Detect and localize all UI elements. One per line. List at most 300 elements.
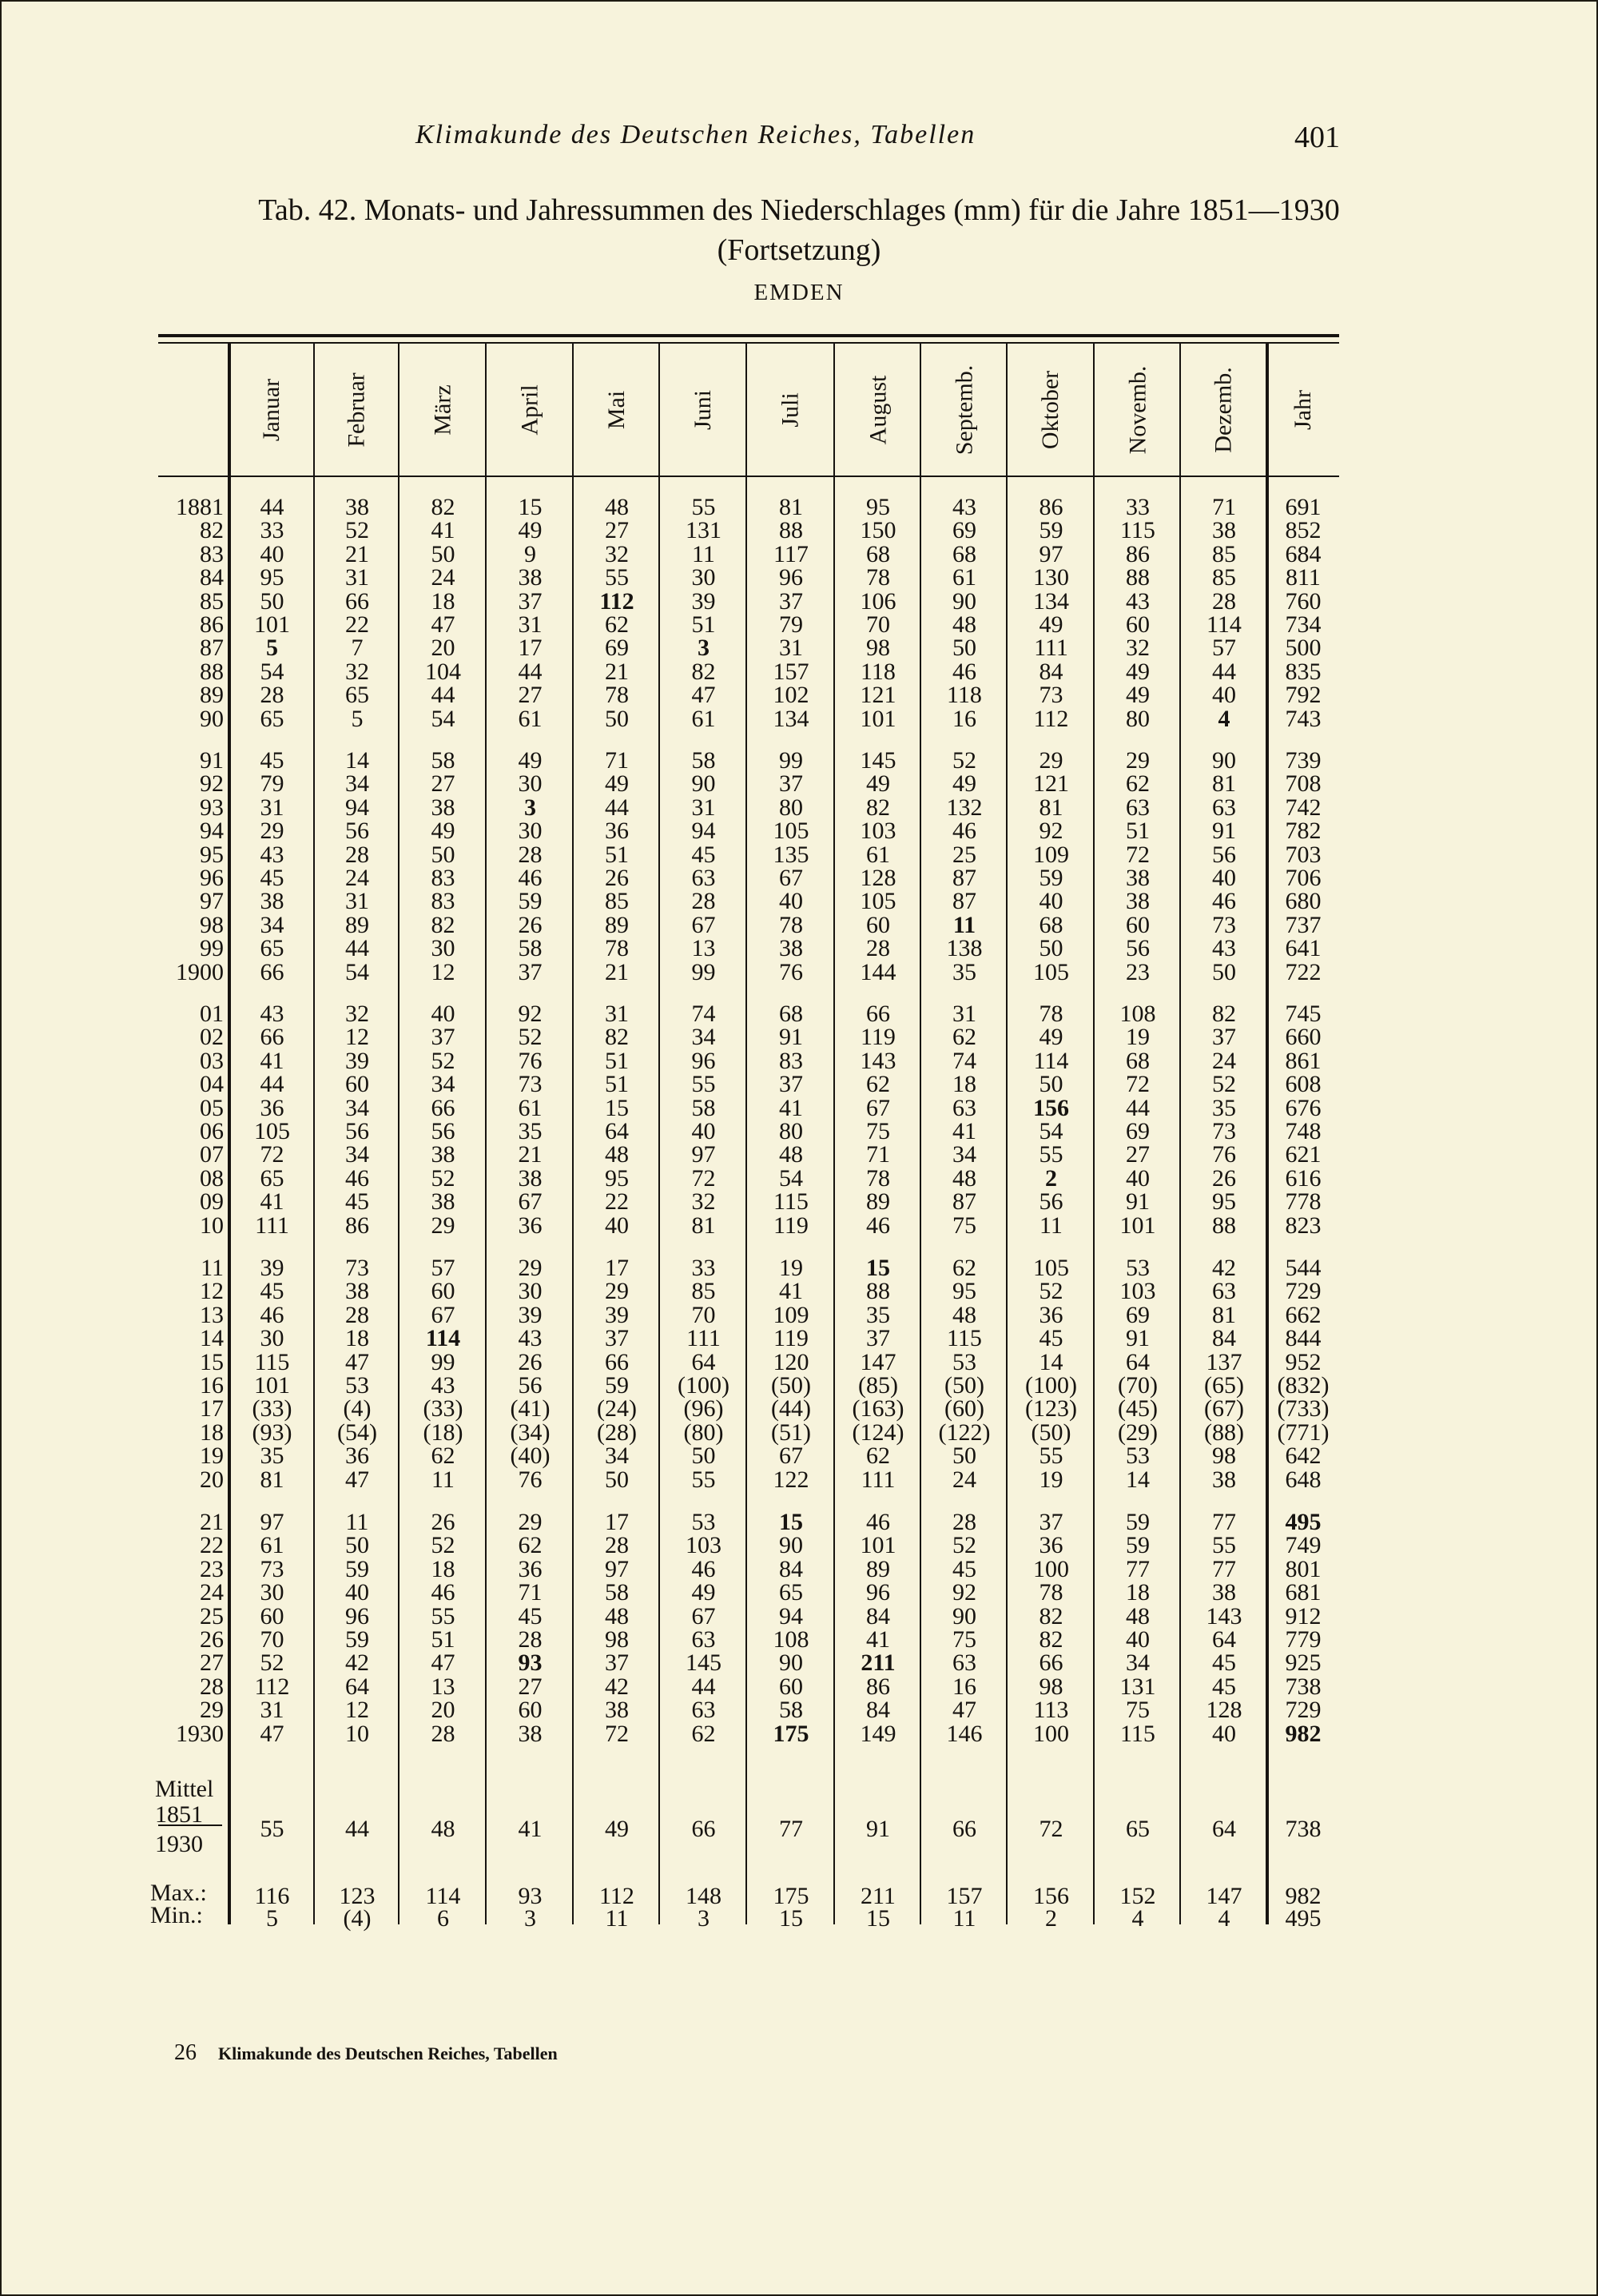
table-cell: 34 [260, 911, 284, 938]
table-cell: 500 [1285, 635, 1322, 662]
table-cell: 38 [605, 1697, 629, 1724]
table-cell: 43 [260, 841, 284, 868]
table-row [158, 1047, 1339, 1074]
table-cell: 95 [605, 1164, 629, 1192]
table-cell: 3 [698, 635, 710, 662]
table-cell: 6 [437, 1905, 449, 1932]
table-cell: 50 [260, 587, 284, 615]
table-cell: 2 [1045, 1164, 1057, 1192]
table-cell: 59 [1126, 1509, 1150, 1535]
table-cell: 38 [1126, 865, 1150, 891]
table-cell: 81 [1212, 770, 1236, 798]
table-cell: 5 [351, 705, 364, 732]
table-cell: 15 [779, 1905, 803, 1932]
column-header-label: Mai [602, 390, 630, 429]
table-cell: 57 [431, 1255, 455, 1281]
table-cell: 55 [1039, 1442, 1063, 1470]
table-cell: 708 [1285, 770, 1322, 798]
table-cell: 37 [518, 958, 543, 985]
table-cell: 87 [952, 888, 976, 915]
table-cell: 29 [431, 1212, 455, 1239]
table-cell: 734 [1285, 611, 1322, 638]
table-cell: 146 [946, 1720, 983, 1747]
table-cell: 62 [952, 1024, 976, 1051]
table-cell: 681 [1285, 1579, 1322, 1606]
column-header [1095, 344, 1181, 476]
table-cell: 80 [779, 794, 803, 821]
table-row [158, 682, 1339, 709]
table-cell: 21 [605, 958, 629, 985]
table-cell: 38 [1212, 517, 1236, 544]
footer-text: Klimakunde des Deutschen Reiches, Tabellen [218, 2043, 558, 2063]
table-cell: 15 [518, 494, 543, 520]
table-cell: 175 [773, 1720, 809, 1747]
table-cell: 39 [518, 1301, 543, 1328]
table-cell: 16 [952, 1673, 976, 1700]
table-row [158, 540, 1339, 567]
table-cell: 48 [605, 1141, 629, 1168]
table-title-line1: Tab. 42. Monats- und Jahressummen des Niederschlages (mm) für die Jahre 1851—1930 [258, 193, 1340, 227]
table-cell: 912 [1285, 1602, 1322, 1629]
table-cell: 56 [1212, 841, 1236, 868]
table-cell: 39 [260, 1255, 284, 1281]
table-cell: 103 [1119, 1278, 1156, 1305]
table-row [158, 747, 1339, 774]
table-cell: 30 [518, 1278, 543, 1305]
table-cell: 88 [1212, 1212, 1236, 1239]
table-cell: 90 [779, 1649, 803, 1677]
table-cell: 49 [605, 1816, 629, 1842]
table-cell: 73 [518, 1071, 543, 1098]
table-cell: 120 [773, 1348, 809, 1375]
table-cell: 92 [518, 1001, 543, 1027]
table-cell: (51) [771, 1419, 811, 1446]
table-cell: 3 [524, 1905, 536, 1932]
table-row [158, 1697, 1339, 1724]
table-cell: 55 [1212, 1532, 1236, 1559]
row-year: 89 [200, 682, 224, 709]
table-cell: 82 [1039, 1626, 1063, 1653]
table-cell: 98 [1039, 1673, 1063, 1700]
table-cell: (29) [1118, 1419, 1158, 1446]
table-cell: 40 [1126, 1626, 1150, 1653]
table-cell: 75 [1126, 1697, 1150, 1724]
table-title [0, 190, 1598, 270]
table-cell: 40 [431, 1001, 455, 1027]
table-row [158, 1816, 1339, 1842]
table-cell: 94 [691, 818, 716, 845]
table-cell: 150 [860, 517, 896, 544]
table-cell: 60 [345, 1071, 369, 1098]
table-cell: (50) [944, 1372, 984, 1399]
row-year: 04 [200, 1071, 224, 1098]
table-cell: 62 [605, 611, 629, 638]
row-year: 27 [200, 1649, 224, 1677]
table-cell: 40 [605, 1212, 629, 1239]
row-year: 12 [200, 1278, 224, 1305]
table-cell: 48 [779, 1141, 803, 1168]
table-cell: 69 [1126, 1301, 1150, 1328]
table-cell: 143 [860, 1047, 896, 1074]
table-cell: 52 [1039, 1278, 1063, 1305]
table-cell: (44) [771, 1395, 811, 1423]
table-cell: 61 [260, 1532, 284, 1559]
table-cell: 65 [345, 682, 369, 709]
table-cell: 121 [860, 682, 896, 709]
table-cell: 823 [1285, 1212, 1322, 1239]
table-cell: 38 [431, 794, 455, 821]
table-cell: 36 [518, 1212, 543, 1239]
row-year: 88 [200, 658, 224, 685]
table-cell: 38 [345, 1278, 369, 1305]
table-cell: 50 [431, 841, 455, 868]
table-cell: 50 [605, 705, 629, 732]
table-cell: 60 [1126, 911, 1150, 938]
table-cell: 76 [1212, 1141, 1236, 1168]
table-cell: 28 [260, 682, 284, 709]
table-cell: 18 [345, 1325, 369, 1352]
row-year: 93 [200, 794, 224, 821]
table-cell: 739 [1285, 747, 1322, 774]
table-cell: 88 [866, 1278, 890, 1305]
table-cell: 11 [605, 1905, 629, 1932]
row-year: 14 [200, 1325, 224, 1352]
table-cell: 53 [691, 1509, 716, 1535]
table-cell: 101 [860, 705, 896, 732]
table-cell: 66 [866, 1001, 890, 1027]
table-row [158, 564, 1339, 591]
row-year: 24 [200, 1579, 224, 1606]
column-header-label: Jahr [1289, 389, 1316, 430]
table-cell: (122) [938, 1419, 991, 1446]
table-cell: 88 [1126, 564, 1150, 591]
footer [174, 2040, 558, 2066]
table-cell: 73 [345, 1255, 369, 1281]
table-cell: 64 [1212, 1816, 1236, 1842]
table-cell: 15 [779, 1509, 803, 1535]
table-cell: 32 [345, 1001, 369, 1027]
row-year: 91 [200, 747, 224, 774]
table-cell: 175 [773, 1883, 809, 1909]
row-year: 06 [200, 1118, 224, 1144]
table-cell: (93) [252, 1419, 292, 1446]
table-cell: 77 [1212, 1509, 1236, 1535]
table-cell: 112 [254, 1673, 290, 1700]
table-cell: 121 [1033, 770, 1069, 798]
table-cell: 46 [518, 865, 543, 891]
table-cell: 34 [605, 1442, 629, 1470]
table-cell: 112 [599, 1883, 634, 1909]
table-row [158, 1626, 1339, 1653]
table-cell: 861 [1285, 1047, 1322, 1074]
table-cell: 108 [773, 1626, 809, 1653]
table-cell: 27 [518, 682, 543, 709]
table-cell: 44 [1212, 658, 1236, 685]
table-cell: 62 [431, 1442, 455, 1470]
table-cell: 33 [260, 517, 284, 544]
table-cell: 74 [691, 1001, 716, 1027]
table-cell: 19 [1126, 1024, 1150, 1051]
table-cell: 105 [1033, 1255, 1069, 1281]
table-cell: 115 [947, 1325, 982, 1352]
table-cell: 82 [1212, 1001, 1236, 1027]
table-cell: 156 [1033, 1094, 1069, 1121]
table-row [158, 1278, 1339, 1305]
table-cell: 40 [260, 540, 284, 567]
table-cell: 59 [518, 888, 543, 915]
table-cell: 59 [345, 1555, 369, 1582]
table-cell: 28 [345, 1301, 369, 1328]
table-cell: 104 [425, 658, 461, 685]
table-cell: 43 [952, 494, 976, 520]
table-cell: 91 [1212, 818, 1236, 845]
table-cell: 779 [1285, 1626, 1322, 1653]
table-cell: 69 [605, 635, 629, 662]
table-cell: 30 [518, 770, 543, 798]
row-year: 1900 [176, 958, 224, 985]
table-row [158, 1164, 1339, 1192]
table-cell: 117 [773, 540, 809, 567]
table-cell: 9 [524, 540, 536, 567]
table-cell: 47 [345, 1348, 369, 1375]
table-cell: 738 [1285, 1816, 1322, 1842]
row-year: 25 [200, 1602, 224, 1629]
table-cell: 23 [1126, 958, 1150, 985]
table-cell: 84 [866, 1602, 890, 1629]
table-cell: 55 [605, 564, 629, 591]
table-cell: 90 [779, 1532, 803, 1559]
table-cell: 103 [860, 818, 896, 845]
table-cell: 760 [1285, 587, 1322, 615]
table-cell: 55 [1039, 1141, 1063, 1168]
table-row [158, 1325, 1339, 1352]
table-cell: 35 [518, 1118, 543, 1144]
table-cell: 78 [605, 682, 629, 709]
table-cell: 85 [1212, 540, 1236, 567]
table-cell: 37 [605, 1325, 629, 1352]
table-cell: 118 [947, 682, 982, 709]
table-cell: 53 [345, 1372, 369, 1399]
table-cell: 51 [1126, 818, 1150, 845]
table-cell: 4 [1218, 705, 1230, 732]
table-cell: 89 [866, 1188, 890, 1216]
table-cell: 48 [605, 1602, 629, 1629]
table-cell: 53 [1126, 1255, 1150, 1281]
column-header [315, 344, 400, 476]
table-cell: 20 [431, 1697, 455, 1724]
table-cell: 37 [1212, 1024, 1236, 1051]
table-cell: 114 [1206, 611, 1242, 638]
column-header-label: April [516, 384, 543, 436]
table-cell: 115 [1120, 517, 1155, 544]
table-cell: 36 [605, 818, 629, 845]
max-label: Max.: [150, 1880, 207, 1906]
table-cell: 15 [866, 1255, 890, 1281]
table-cell: 30 [518, 818, 543, 845]
table-cell: 835 [1285, 658, 1322, 685]
table-cell: 61 [866, 841, 890, 868]
table-cell: 65 [260, 935, 284, 962]
table-cell: 50 [605, 1466, 629, 1493]
column-header-label: Juli [777, 392, 804, 428]
table-cell: 55 [691, 1071, 716, 1098]
table-cell: 67 [691, 1602, 716, 1629]
table-cell: 97 [260, 1509, 284, 1535]
table-row [158, 841, 1339, 868]
table-cell: 801 [1285, 1555, 1322, 1582]
table-cell: 101 [254, 1372, 290, 1399]
table-cell: 111 [255, 1212, 289, 1239]
table-cell: 50 [1039, 1071, 1063, 1098]
column-header [1267, 344, 1339, 476]
table-cell: 706 [1285, 865, 1322, 891]
table-cell: (67) [1204, 1395, 1244, 1423]
table-cell: 60 [260, 1602, 284, 1629]
row-year: 26 [200, 1626, 224, 1653]
table-row [158, 911, 1339, 938]
table-cell: 84 [866, 1697, 890, 1724]
table-cell: 134 [1033, 587, 1069, 615]
table-cell: 54 [345, 958, 369, 985]
table-cell: 98 [1212, 1442, 1236, 1470]
table-cell: 14 [1126, 1466, 1150, 1493]
table-cell: 38 [1126, 888, 1150, 915]
table-cell: 90 [691, 770, 716, 798]
table-cell: 703 [1285, 841, 1322, 868]
table-row [158, 770, 1339, 798]
table-cell: 38 [779, 935, 803, 962]
table-cell: 28 [866, 935, 890, 962]
table-cell: 58 [431, 747, 455, 774]
table-cell: 63 [952, 1649, 976, 1677]
table-cell: 729 [1285, 1697, 1322, 1724]
table-cell: 123 [339, 1883, 376, 1909]
table-cell: 102 [773, 682, 809, 709]
column-header [660, 344, 747, 476]
table-cell: (85) [858, 1372, 898, 1399]
table-cell: 95 [260, 564, 284, 591]
table-cell: 73 [1212, 911, 1236, 938]
table-cell: 52 [345, 517, 369, 544]
table-cell: 38 [518, 1164, 543, 1192]
table-cell: 82 [691, 658, 716, 685]
table-cell: 50 [1212, 958, 1236, 985]
table-cell: 743 [1285, 705, 1322, 732]
table-cell: 28 [518, 1626, 543, 1653]
table-cell: 14 [1039, 1348, 1063, 1375]
table-cell: 36 [518, 1555, 543, 1582]
table-cell: 72 [1039, 1816, 1063, 1842]
table-cell: 32 [1126, 635, 1150, 662]
table-cell: 21 [518, 1141, 543, 1168]
table-cell: 131 [1119, 1673, 1156, 1700]
table-cell: 58 [691, 747, 716, 774]
table-cell: 852 [1285, 517, 1322, 544]
table-cell: 30 [431, 935, 455, 962]
table-cell: 56 [345, 1118, 369, 1144]
table-cell: 29 [1126, 747, 1150, 774]
table-cell: 95 [952, 1278, 976, 1305]
table-cell: 51 [605, 841, 629, 868]
row-year: 08 [200, 1164, 224, 1192]
table-cell: 97 [1039, 540, 1063, 567]
table-cell: 73 [1212, 1118, 1236, 1144]
table-cell: 61 [691, 705, 716, 732]
table-cell: 116 [254, 1883, 290, 1909]
table-row [158, 1649, 1339, 1677]
table-cell: 31 [345, 564, 369, 591]
table-cell: 25 [952, 841, 976, 868]
table-cell: 59 [1039, 865, 1063, 891]
table-cell: 71 [866, 1141, 890, 1168]
table-cell: 83 [431, 865, 455, 891]
table-cell: 45 [1212, 1673, 1236, 1700]
table-cell: 80 [779, 1118, 803, 1144]
table-cell: 18 [952, 1071, 976, 1098]
table-cell: 778 [1285, 1188, 1322, 1216]
table-cell: 55 [691, 1466, 716, 1493]
table-cell: 982 [1285, 1883, 1322, 1909]
table-cell: 608 [1285, 1071, 1322, 1098]
table-row [158, 611, 1339, 638]
row-year: 82 [200, 517, 224, 544]
table-cell: 46 [691, 1555, 716, 1582]
table-cell: 43 [431, 1372, 455, 1399]
table-row [158, 635, 1339, 662]
table-cell: 7 [351, 635, 364, 662]
table-cell: 51 [605, 1071, 629, 1098]
table-cell: 114 [425, 1325, 461, 1352]
table-cell: (123) [1025, 1395, 1077, 1423]
table-cell: 53 [1126, 1442, 1150, 1470]
table-cell: 43 [1212, 935, 1236, 962]
table-cell: 118 [861, 658, 896, 685]
table-cell: 60 [779, 1673, 803, 1700]
table-cell: 156 [1033, 1883, 1069, 1909]
table-cell: 3 [524, 794, 536, 821]
table-cell: 84 [1039, 658, 1063, 685]
table-cell: 38 [260, 888, 284, 915]
table-cell: 15 [866, 1905, 890, 1932]
table-cell: 621 [1285, 1141, 1322, 1168]
table-cell: 66 [691, 1816, 716, 1842]
table-row [158, 888, 1339, 915]
table-cell: 56 [518, 1372, 543, 1399]
table-cell: 45 [1039, 1325, 1063, 1352]
table-cell: 105 [1033, 958, 1069, 985]
table-cell: 61 [518, 1094, 543, 1121]
table-cell: 128 [1206, 1697, 1242, 1724]
table-cell: 18 [431, 1555, 455, 1582]
table-cell: 50 [345, 1532, 369, 1559]
table-cell: (50) [771, 1372, 811, 1399]
table-cell: 34 [345, 1141, 369, 1168]
table-cell: 50 [1039, 935, 1063, 962]
table-cell: 78 [866, 1164, 890, 1192]
table-cell: 742 [1285, 794, 1322, 821]
table-cell: (40) [510, 1442, 551, 1470]
table-cell: 66 [952, 1816, 976, 1842]
table-row [158, 1024, 1339, 1051]
table-cell: 21 [345, 540, 369, 567]
table-cell: 50 [431, 540, 455, 567]
table-cell: 684 [1285, 540, 1322, 567]
table-cell: 96 [779, 564, 803, 591]
table-cell: 12 [431, 958, 455, 985]
table-cell: 56 [1039, 1188, 1063, 1216]
row-year: 01 [200, 1001, 224, 1027]
footer-number: 26 [174, 2040, 197, 2065]
